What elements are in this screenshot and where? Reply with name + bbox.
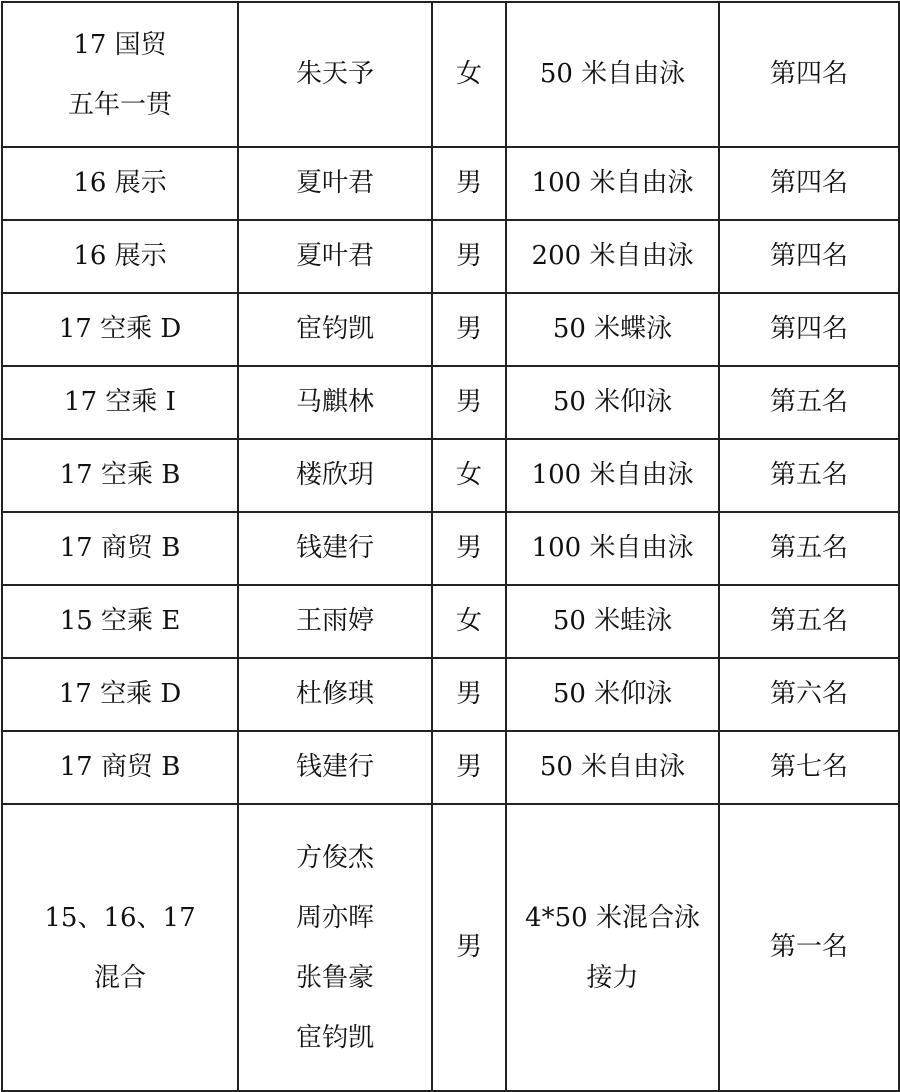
event-text: 100 米自由泳 xyxy=(531,459,694,490)
class-cell xyxy=(2,512,238,585)
event-text: 50 米蛙泳 xyxy=(552,605,673,636)
event-text: 50 米自由泳 xyxy=(539,58,686,89)
class-text: 17 空乘 D xyxy=(58,313,182,344)
name-cell xyxy=(238,293,432,366)
class-cell xyxy=(2,366,238,439)
event-cell xyxy=(506,147,719,220)
table-row xyxy=(2,512,899,585)
event-text: 接力 xyxy=(586,962,639,993)
table-row xyxy=(2,220,899,293)
event-cell xyxy=(506,512,719,585)
event-cell xyxy=(506,220,719,293)
table-row xyxy=(2,804,899,1091)
rank-cell: 第一名 xyxy=(719,804,899,1091)
name-text: 夏叶君 xyxy=(295,240,374,271)
class-cell xyxy=(2,293,238,366)
gender-cell: 女 xyxy=(432,585,506,658)
name-cell xyxy=(238,804,432,1091)
gender-cell: 女 xyxy=(432,439,506,512)
name-cell xyxy=(238,658,432,731)
name-text: 张鲁豪 xyxy=(295,962,374,993)
class-text: 16 展示 xyxy=(73,240,167,271)
event-cell xyxy=(506,293,719,366)
class-text: 15 空乘 E xyxy=(59,605,181,636)
name-text: 周亦晖 xyxy=(295,902,374,933)
event-text: 200 米自由泳 xyxy=(531,240,694,271)
gender-cell: 男 xyxy=(432,658,506,731)
class-text: 混合 xyxy=(93,962,146,993)
event-cell xyxy=(506,804,719,1091)
name-text: 杜修琪 xyxy=(295,678,374,709)
gender-cell: 男 xyxy=(432,366,506,439)
rank-cell: 第四名 xyxy=(719,293,899,366)
table-row xyxy=(2,2,899,147)
class-text: 15、16、17 xyxy=(44,902,196,933)
rank-cell: 第五名 xyxy=(719,585,899,658)
event-text: 50 米蝶泳 xyxy=(552,313,673,344)
event-text: 4*50 米混合泳 xyxy=(525,902,700,933)
event-cell xyxy=(506,366,719,439)
name-cell xyxy=(238,512,432,585)
class-cell xyxy=(2,658,238,731)
table-row xyxy=(2,731,899,804)
name-text: 方俊杰 xyxy=(295,842,374,873)
class-text: 17 商贸 B xyxy=(59,751,181,782)
class-cell xyxy=(2,2,238,147)
event-text: 50 米仰泳 xyxy=(552,678,673,709)
class-text: 五年一贯 xyxy=(67,89,172,120)
class-cell xyxy=(2,147,238,220)
gender-cell: 男 xyxy=(432,147,506,220)
class-text: 17 空乘 D xyxy=(58,678,182,709)
rank-cell: 第五名 xyxy=(719,512,899,585)
name-cell xyxy=(238,731,432,804)
name-text: 宦钧凯 xyxy=(295,1022,374,1053)
event-cell xyxy=(506,731,719,804)
event-cell xyxy=(506,2,719,147)
rank-cell: 第四名 xyxy=(719,147,899,220)
rank-cell: 第四名 xyxy=(719,2,899,147)
gender-cell: 男 xyxy=(432,731,506,804)
name-text: 钱建行 xyxy=(295,532,374,563)
rank-cell: 第五名 xyxy=(719,366,899,439)
class-cell xyxy=(2,731,238,804)
gender-cell: 男 xyxy=(432,512,506,585)
event-cell xyxy=(506,585,719,658)
event-text: 100 米自由泳 xyxy=(531,167,694,198)
class-cell xyxy=(2,585,238,658)
name-text: 夏叶君 xyxy=(295,167,374,198)
name-cell xyxy=(238,2,432,147)
name-text: 朱天予 xyxy=(295,58,374,89)
name-text: 楼欣玥 xyxy=(295,459,374,490)
gender-cell: 男 xyxy=(432,804,506,1091)
table-row xyxy=(2,585,899,658)
table-row xyxy=(2,293,899,366)
name-text: 钱建行 xyxy=(295,751,374,782)
event-cell xyxy=(506,439,719,512)
name-cell xyxy=(238,585,432,658)
class-text: 17 商贸 B xyxy=(59,532,181,563)
rank-cell: 第五名 xyxy=(719,439,899,512)
event-cell xyxy=(506,658,719,731)
name-text: 宦钧凯 xyxy=(295,313,374,344)
table-row xyxy=(2,366,899,439)
class-text: 17 空乘 B xyxy=(59,459,181,490)
class-cell xyxy=(2,804,238,1091)
name-cell xyxy=(238,147,432,220)
event-text: 50 米仰泳 xyxy=(552,386,673,417)
gender-cell: 女 xyxy=(432,2,506,147)
class-cell xyxy=(2,439,238,512)
class-text: 17 空乘 I xyxy=(64,386,176,417)
name-cell xyxy=(238,439,432,512)
table-row xyxy=(2,439,899,512)
name-text: 王雨婷 xyxy=(295,605,374,636)
results-table xyxy=(1,1,900,1092)
gender-cell: 男 xyxy=(432,220,506,293)
table-row xyxy=(2,658,899,731)
class-text: 16 展示 xyxy=(73,167,167,198)
name-cell xyxy=(238,220,432,293)
rank-cell: 第七名 xyxy=(719,731,899,804)
rank-cell: 第六名 xyxy=(719,658,899,731)
event-text: 100 米自由泳 xyxy=(531,532,694,563)
class-cell xyxy=(2,220,238,293)
event-text: 50 米自由泳 xyxy=(539,751,686,782)
class-text: 17 国贸 xyxy=(73,29,167,60)
name-cell xyxy=(238,366,432,439)
table-row xyxy=(2,147,899,220)
gender-cell: 男 xyxy=(432,293,506,366)
rank-cell: 第四名 xyxy=(719,220,899,293)
name-text: 马麒林 xyxy=(295,386,374,417)
